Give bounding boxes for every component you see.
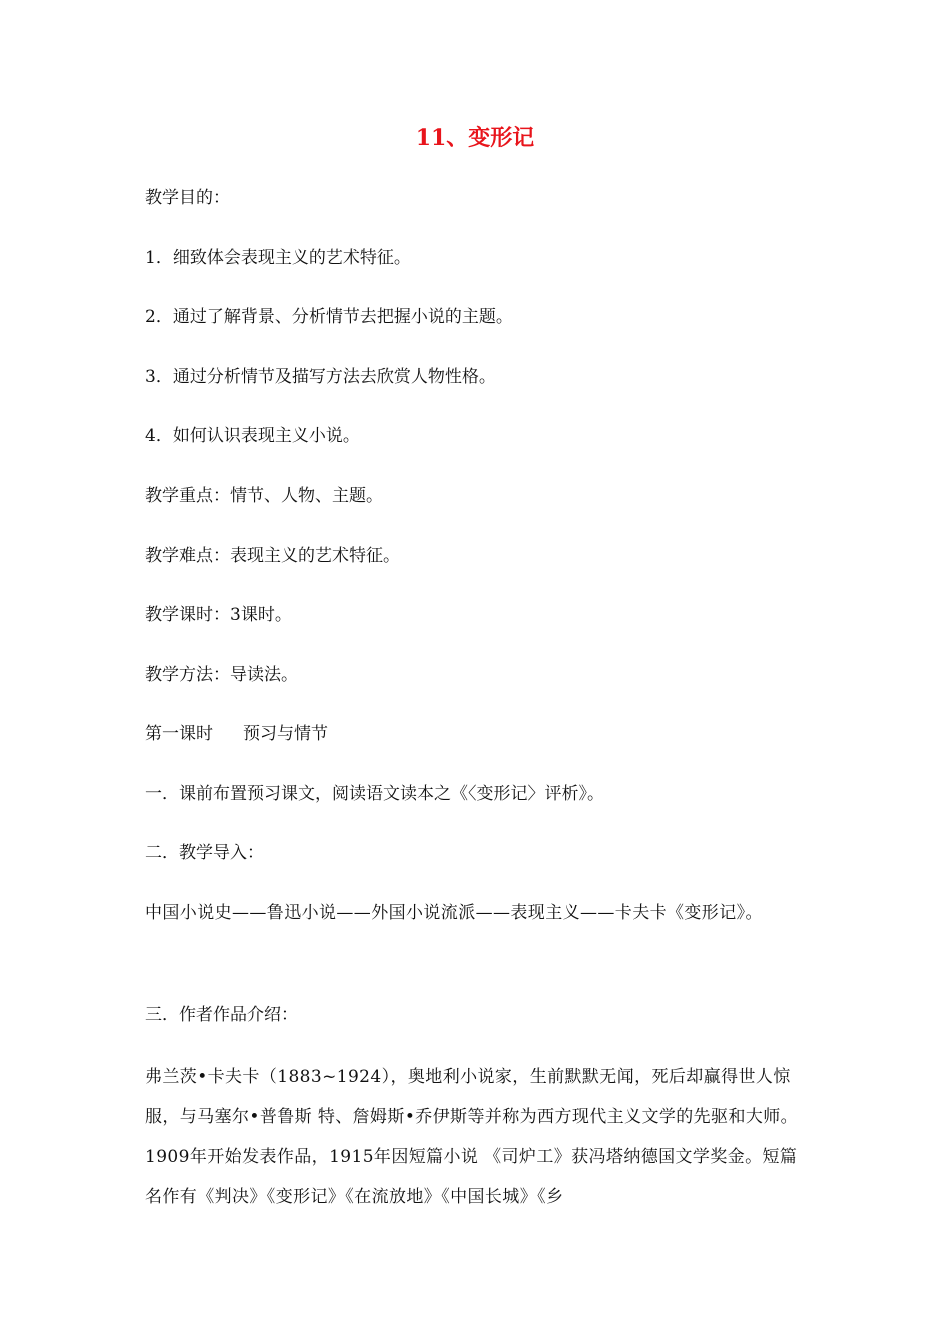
document-title: 11、变形记 xyxy=(415,125,535,151)
key-points: 教学重点：情节、人物、主题。 xyxy=(145,486,383,506)
section-two: 二．教学导入： xyxy=(145,843,264,863)
section-three: 三．作者作品介绍： xyxy=(145,1005,298,1025)
lesson-one-topic: 预习与情节 xyxy=(243,724,328,744)
teaching-method: 教学方法：导读法。 xyxy=(145,665,298,685)
intro-chain: 中国小说史——鲁迅小说——外国小说流派——表现主义——卡夫卡《变形记》。 xyxy=(145,903,763,923)
objective-item-1: 1．细致体会表现主义的艺术特征。 xyxy=(145,248,411,268)
objective-item-2: 2．通过了解背景、分析情节去把握小说的主题。 xyxy=(145,307,513,327)
objective-item-3: 3．通过分析情节及描写方法去欣赏人物性格。 xyxy=(145,367,496,387)
class-hours: 教学课时：3课时。 xyxy=(145,605,292,625)
section-one: 一．课前布置预习课文，阅读语文读本之《〈变形记〉评析》。 xyxy=(145,784,604,804)
author-intro: 弗兰茨•卡夫卡（1883~1924），奥地利小说家，生前默默无闻，死后却赢得世人惊服，与马塞尔•普鲁斯 特、詹姆斯•乔伊斯等并称为西方现代主义文学的先驱和大师。1909年开始发表作品，1915年因短篇小说 《司炉工》获冯塔纳德国文学奖金。短篇名作有《判决》《变形记》《在流放地》《中国长城》《乡 xyxy=(145,1067,799,1207)
lesson-one-label: 第一课时 xyxy=(145,724,213,744)
lesson-one-heading xyxy=(145,719,810,749)
difficulties: 教学难点：表现主义的艺术特征。 xyxy=(145,546,400,566)
objective-item-4: 4．如何认识表现主义小说。 xyxy=(145,426,360,446)
objectives-heading: 教学目的： xyxy=(145,188,230,208)
